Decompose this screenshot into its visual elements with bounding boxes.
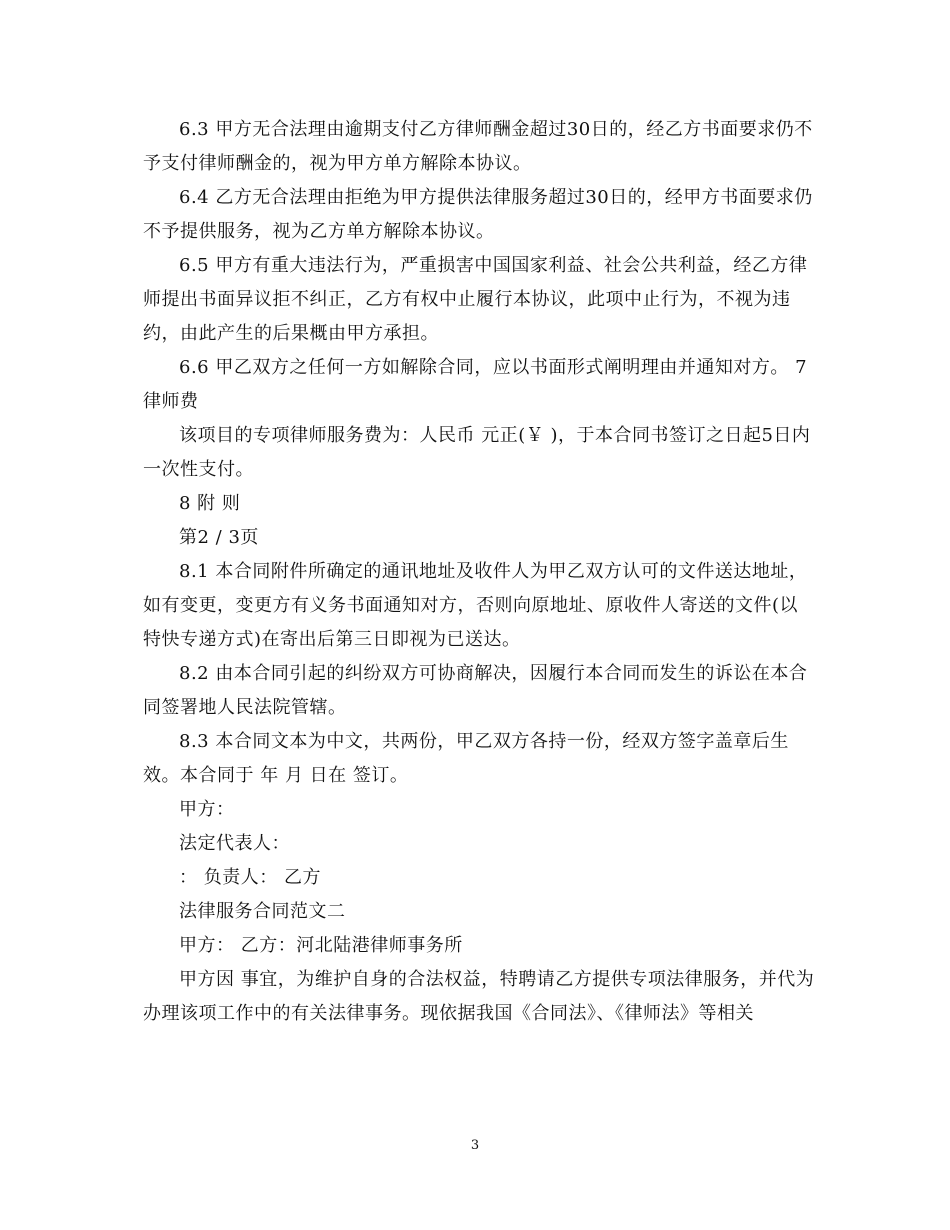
- clause-8-2: 8.2 由本合同引起的纠纷双方可协商解决，因履行本合同而发生的诉讼在本合同签署地人民法院管辖。: [143, 663, 808, 718]
- party-a-signature-line: 甲方：: [179, 799, 235, 820]
- clause-8-1: 8.1 本合同附件所确定的通讯地址及收件人为甲乙双方认可的文件送达地址，如有变更，变更方有义务书面通知对方，否则向原地址、原收件人寄送的文件(以特快专递方式)在寄出后第三日即视为已送达。: [143, 561, 808, 650]
- page-number: 3: [470, 1138, 480, 1153]
- clause-6-4: 6.4 乙方无合法理由拒绝为甲方提供法律服务超过30日的，经甲方书面要求仍不予提供服务，视为乙方单方解除本协议。: [143, 187, 813, 242]
- responsible-person-line: ： 负责人： 乙方: [179, 867, 321, 888]
- intro-paragraph: 甲方因 事宜，为维护自身的合法权益，特聘请乙方提供专项法律服务，并代为办理该项工作中的有关法律事务。现依据我国《合同法》、《律师法》等相关: [143, 969, 815, 1024]
- clause-6-5: 6.5 甲方有重大违法行为，严重损害中国国家利益、社会公共利益，经乙方律师提出书面异议拒不纠正，乙方有权中止履行本协议，此项中止行为，不视为违约，由此产生的后果概由甲方承担。: [143, 255, 808, 344]
- lawyer-fee-paragraph: 该项目的专项律师服务费为：人民币 元正(￥ )，于本合同书签订之日起5日内一次性支付。: [143, 425, 811, 480]
- legal-representative-line: 法定代表人：: [179, 833, 290, 854]
- sample-two-title: 法律服务合同范文二: [179, 901, 346, 922]
- clause-8-3: 8.3 本合同文本为中文，共两份，甲乙双方各持一份，经双方签字盖章后生效。本合同于 年 月 日在 签订。: [143, 731, 789, 786]
- document-body: [143, 113, 815, 1031]
- section-8-heading: 8 附 则: [179, 493, 241, 514]
- clause-6-6: 6.6 甲乙双方之任何一方如解除合同，应以书面形式阐明理由并通知对方。 7 律师费: [143, 357, 808, 412]
- parties-line: 甲方： 乙方：河北陆港律师事务所: [179, 935, 463, 956]
- page-marker: 第2 / 3页: [179, 527, 259, 548]
- clause-6-3: 6.3 甲方无合法理由逾期支付乙方律师酬金超过30日的，经乙方书面要求仍不予支付律师酬金的，视为甲方单方解除本协议。: [143, 119, 813, 174]
